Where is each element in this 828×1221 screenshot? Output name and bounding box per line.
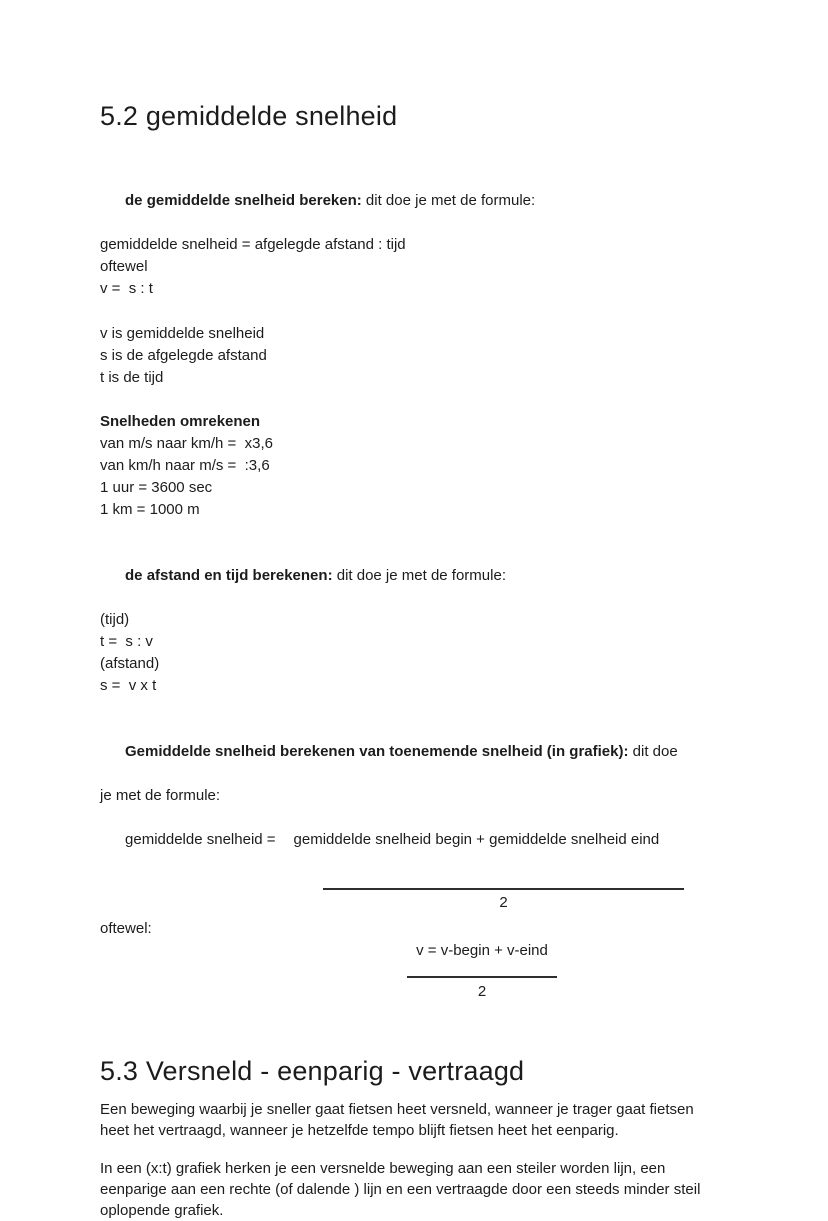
formula-prefix: gemiddelde snelheid = — [125, 831, 276, 848]
block-variable-definitions — [100, 323, 740, 389]
lead-line — [100, 719, 740, 785]
block-grafiek-formule — [100, 719, 740, 873]
text-line: van m/s naar km/h = x3,6 — [100, 435, 273, 452]
fraction-numerator: gemiddelde snelheid begin + gemiddelde snelheid eind — [293, 831, 660, 848]
fraction-2 — [407, 940, 557, 1003]
text-line: v is gemiddelde snelheid — [100, 325, 265, 342]
block-formula-intro — [100, 168, 740, 300]
lead-line — [100, 543, 740, 609]
text-line: (tijd) — [100, 611, 130, 628]
text-line: oplopende grafiek. — [100, 1202, 224, 1219]
fraction-denominator: 2 — [477, 983, 487, 1000]
subheading-snelheden-omrekenen: Snelheden omrekenen — [100, 413, 261, 430]
text-line: t is de tijd — [100, 369, 164, 386]
text-line: t = s : v — [100, 633, 153, 650]
section-heading-5-2: 5.2 gemiddelde snelheid — [100, 101, 398, 131]
lead-line — [100, 168, 740, 234]
text-line: eenparige aan een rechte (of dalende ) lijn en een vertraagde door een steeds minder steil — [100, 1181, 701, 1198]
text-line: van km/h naar m/s = :3,6 — [100, 457, 270, 474]
bold-lead-text: de afstand en tijd berekenen: — [125, 567, 333, 584]
text-line: heet het vertraagd, wanneer je hetzelfde tempo blijft fietsen heet het eenparig. — [100, 1122, 619, 1139]
fraction-denominator: 2 — [499, 894, 508, 911]
paragraph-versneld-definitie — [100, 1099, 740, 1141]
formula-intro-lines — [100, 234, 740, 300]
lead-rest-text: dit doe — [628, 743, 678, 760]
block-snelheden-omrekenen — [100, 411, 740, 521]
page-content — [100, 0, 740, 1221]
section-heading-5-3: 5.3 Versneld - eenparig - vertraagd — [100, 1056, 525, 1086]
text-line: (afstand) — [100, 655, 160, 672]
text-line: In een (x:t) grafiek herken je een versnelde beweging aan een steiler worden lijn, een — [100, 1160, 666, 1177]
text-line: 1 km = 1000 m — [100, 501, 200, 518]
fraction-bar — [323, 888, 684, 890]
text-line: 1 uur = 3600 sec — [100, 479, 213, 496]
formula-line — [100, 807, 740, 873]
text-line: v = s : t — [100, 280, 153, 297]
paragraph-grafiek-herkennen — [100, 1158, 740, 1221]
text-line: s = v x t — [100, 677, 157, 694]
oftewel-label: oftewel: — [100, 920, 152, 937]
bold-lead-text: Gemiddelde snelheid berekenen van toenemende snelheid (in grafiek): — [125, 743, 629, 760]
text-line: s is de afgelegde afstand — [100, 347, 267, 364]
text-line: Een beweging waarbij je sneller gaat fietsen heet versneld, wanneer je trager gaat fietsen — [100, 1101, 694, 1118]
fraction-1 — [323, 888, 684, 914]
fraction-numerator: v = v-begin + v-eind — [416, 942, 548, 959]
lead-rest-text: dit doe je met de formule: — [332, 567, 506, 584]
bold-lead-text: de gemiddelde snelheid bereken: — [125, 192, 362, 209]
block-afstand-tijd — [100, 543, 740, 697]
text-line: oftewel — [100, 258, 148, 275]
afstand-tijd-lines — [100, 609, 740, 697]
omrekenen-lines — [100, 433, 740, 521]
fraction-bar — [407, 976, 557, 978]
lead-line-continued: je met de formule: — [100, 787, 221, 804]
lead-rest-text: dit doe je met de formule: — [361, 192, 536, 209]
text-line: gemiddelde snelheid = afgelegde afstand : tijd — [100, 236, 406, 253]
